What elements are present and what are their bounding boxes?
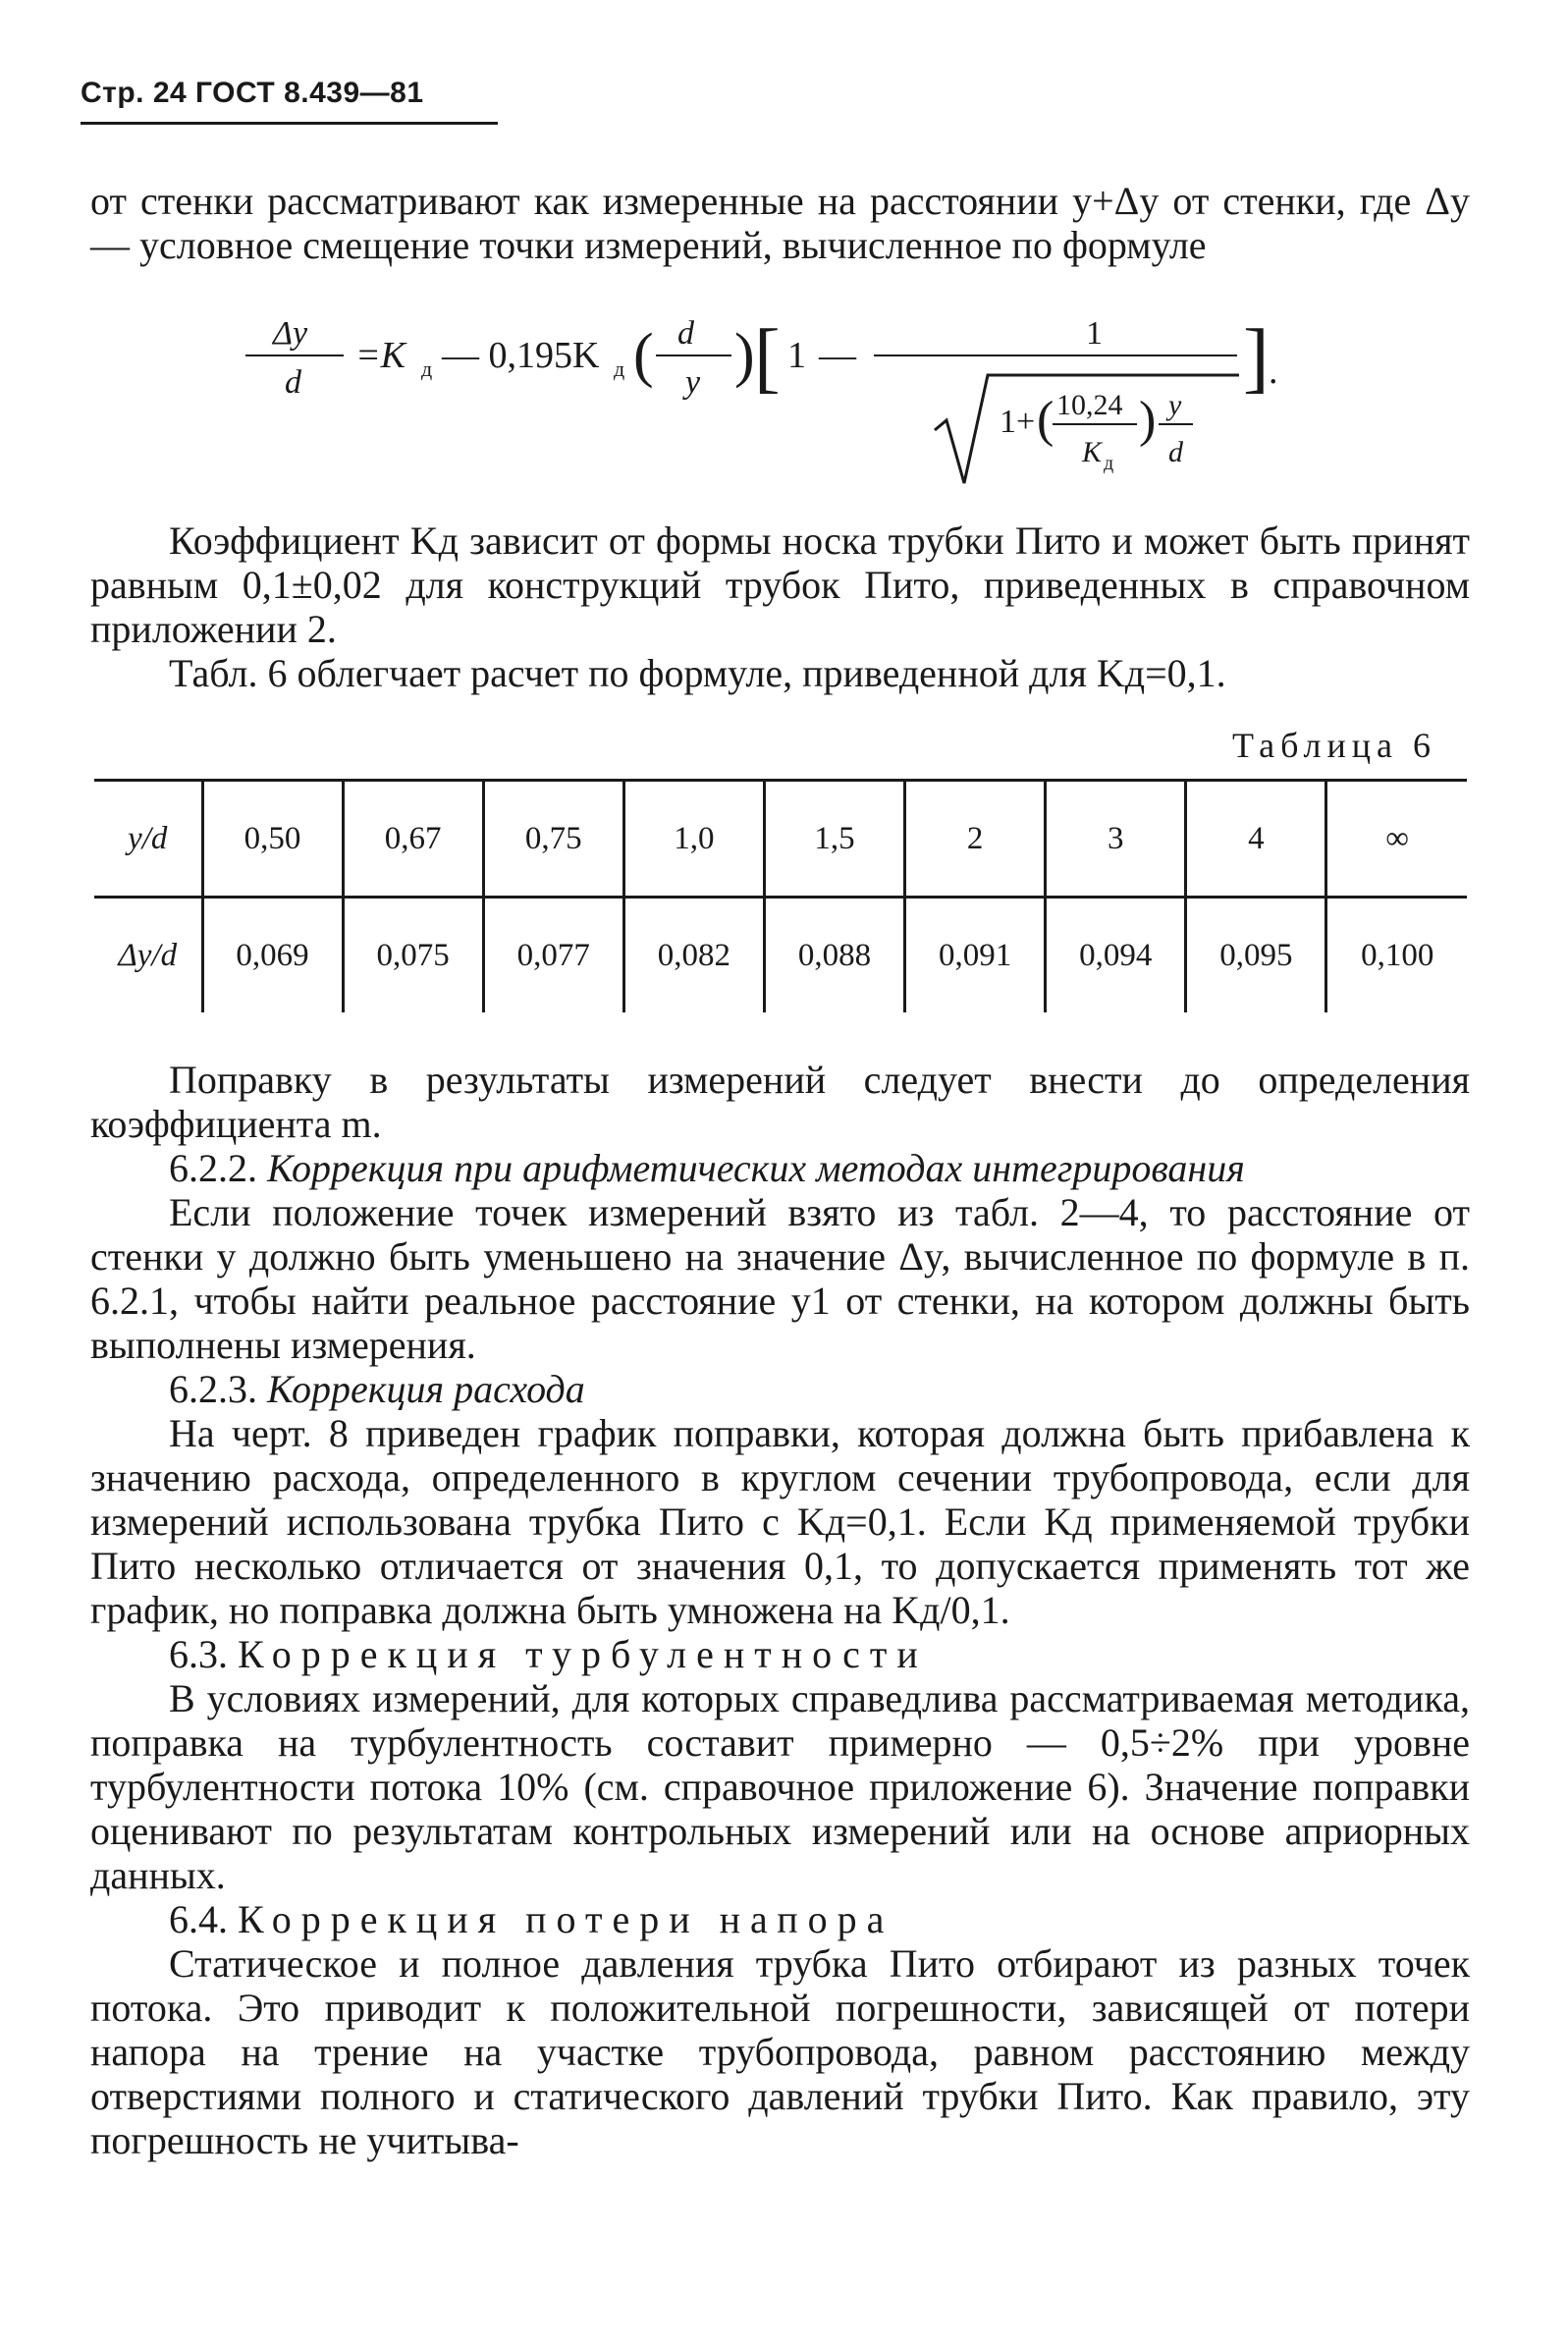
coefficient-paragraph: Коэффициент Kд зависит от формы носка трубки Пито и может быть принят равным 0,1±0,02 для конструкций трубок Пито, приведенных в справочном приложении 2. [90,518,1470,651]
section-6-2-3-text: На черт. 8 приведен график поправки, которая должна быть прибавлена к значению расхода, определенного в круглом сечении трубопровода, если для измерений использована трубка Пито с Kд=0,1. Если Kд применяемой трубки Пито несколько отличается от значения 0,1, то допускается применять тот же график, но поправка должна быть умножена на Kд/0,1. [90,1411,1470,1632]
formula-svg [226,314,1306,501]
table-cell: 0,50 [202,781,343,898]
formula-sub-d-1: д [421,356,433,381]
table-cell: 0,082 [623,898,764,1013]
formula-rad-one: 1+ [1000,404,1036,440]
formula-eq: =K [355,335,406,376]
header-rule [81,122,498,125]
formula-paren-left: ( [633,322,654,389]
table-cell: 0,075 [343,898,483,1013]
table-cell: 0,091 [905,898,1046,1013]
formula-y: y [1168,389,1182,421]
section-6-4-heading: 6.4. Коррекция потери напора [169,1897,894,1941]
formula-paren-num: d [677,315,694,352]
table-caption: Таблица 6 [1232,726,1436,765]
section-6-3-text: В условиях измерений, для которых справедлива рассматриваемая методика, поправка на турбулентность составит примерно — 0,5÷2% при уровне турбулентности потока 10% (см. справочное приложение 6). Значение поправки оценивают по результатам контрольных измерений или на основе априорных данных. [90,1676,1470,1897]
formula-bracket-left: [ [754,314,781,401]
table-cell: 0,077 [483,898,623,1013]
formula-period: . [1269,351,1278,392]
main-text [90,1058,1470,2162]
formula-minus: — [819,335,856,376]
formula-inner-paren-right: ) [1139,392,1157,448]
section-6-3-heading: 6.3. Коррекция турбулентности [169,1632,928,1676]
formula-sub-d-3: д [1104,453,1114,474]
table-cell: 1,0 [623,781,764,898]
formula-lhs-num: Δy [273,315,308,352]
section-6-2-2-heading: 6.2.2. Коррекция при арифметических методах интегрирования [169,1146,1245,1190]
row-label-y-d: y/d [94,781,202,898]
table-row [94,898,1467,1013]
formula-frac-num: 1 [1086,315,1103,352]
table-cell: 0,100 [1326,898,1467,1013]
table-cell: 0,094 [1046,898,1186,1013]
table-cell: 2 [905,781,1046,898]
coefficient-text [90,518,1470,695]
table-row [94,781,1467,898]
table-cell: 0,088 [764,898,904,1013]
section-6-4-text: Статическое и полное давления трубка Пито отбирают из разных точек потока. Это приводит к положительной погрешности, зависящей от потери напора на трение на участке трубопровода, равном расстоянию между отверстиями полного и статического давлений трубки Пито. Как правило, эту погрешность не учитыва- [90,1941,1470,2162]
table-cell: 0,069 [202,898,343,1013]
row-label-dy-d: Δy/d [94,898,202,1013]
table-cell: 1,5 [764,781,904,898]
table-cell: 0,75 [483,781,623,898]
formula-sub-d-2: д [614,356,625,381]
formula-inner-den: K [1082,436,1103,468]
section-6-2-3-heading: 6.2.3. Коррекция расхода [169,1367,585,1411]
table-cell: 0,095 [1186,898,1326,1013]
formula-one: 1 [787,335,806,376]
correction-note-paragraph: Поправку в результаты измерений следует внести до определения коэффициента m. [90,1058,1470,1146]
page-header: Стр. 24 ГОСТ 8.439—81 [81,77,424,109]
delta-y-formula [226,314,1306,501]
table-cell: ∞ [1326,781,1467,898]
formula-lhs-den: d [285,364,301,401]
formula-paren-right: ) [734,322,755,389]
table-6 [94,779,1467,1012]
table-cell: 0,67 [343,781,483,898]
table-cell: 4 [1186,781,1326,898]
table-note-paragraph: Табл. 6 облегчает расчет по формуле, приведенной для Kд=0,1. [169,651,1226,695]
formula-paren-den: y [685,364,701,401]
formula-mid: — 0,195K [442,335,600,376]
formula-d: d [1168,436,1183,468]
formula-inner-paren-left: ( [1037,392,1054,448]
table-cell: 3 [1046,781,1186,898]
intro-paragraph: от стенки рассматривают как измеренные на расстоянии y+Δy от стенки, где Δy — условное смещение точки измерений, вычисленное по формуле [90,179,1470,267]
section-6-2-2-text: Если положение точек измерений взято из табл. 2—4, то расстояние от стенки y должно быть уменьшено на значение Δy, вычисленное по формуле в п. 6.2.1, чтобы найти реальное расстояние y1 от стенки, на котором должны быть выполнены измерения. [90,1190,1470,1367]
formula-bracket-right: ] [1243,314,1270,401]
intro-text [90,179,1470,267]
formula-inner-num: 10,24 [1056,389,1123,421]
